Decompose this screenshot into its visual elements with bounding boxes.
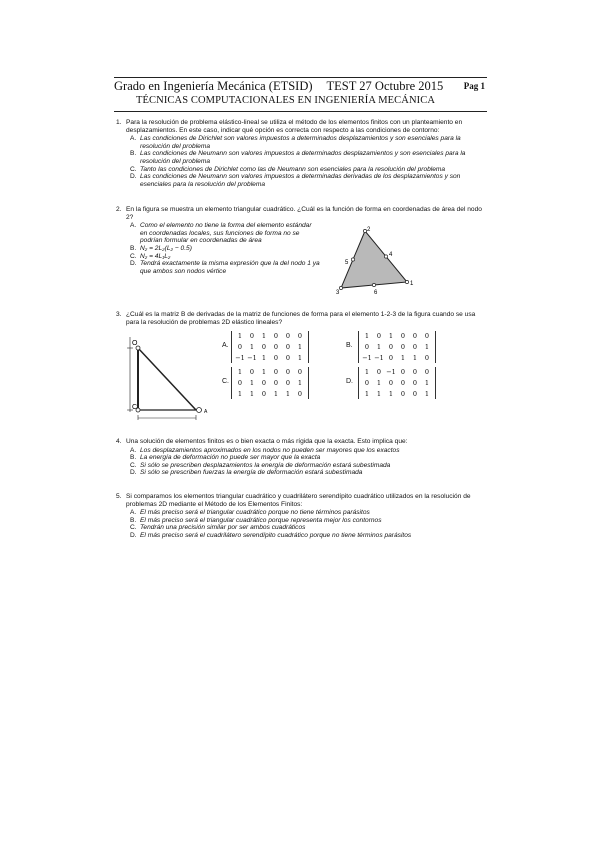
header-line-1: [114, 79, 443, 94]
test-date: 27 Octubre 2015: [359, 79, 444, 93]
matrix-cell: 0: [273, 332, 279, 340]
question-3: [116, 311, 484, 326]
matrix-cell: 1: [261, 332, 267, 340]
matrix-cell: 0: [237, 379, 243, 387]
matrix-cell: 0: [261, 379, 267, 387]
matrix-cell: 0: [285, 368, 291, 376]
matrix-cell: 0: [285, 332, 291, 340]
test-label: TEST: [326, 79, 357, 93]
matrix-cell: 0: [297, 390, 303, 398]
matrix-cell: −1: [235, 354, 245, 362]
matrix-cell: 1: [424, 379, 430, 387]
matrix-cell: 1: [297, 354, 303, 362]
matrix-cell: 1: [237, 390, 243, 398]
matrix-cell: 0: [261, 390, 267, 398]
option-a[interactable]: A. Los desplazamientos aproximados en los nodos no pueden ser mayores que los exactos: [130, 446, 400, 454]
question-text: Si comparamos los elementos triangular cuadrático y cuadrilátero serendípito cuadrático utilizados en la resolución de problemas 2D mediante el Método de los Elementos Finitos:: [126, 493, 471, 508]
vertex-label-c: C: [132, 404, 138, 411]
question-2: [116, 206, 484, 275]
vertex-label-o: O: [132, 340, 138, 347]
vertex-label-a: A: [204, 409, 208, 415]
matrix-cell: 0: [424, 368, 430, 376]
option-b[interactable]: B. N₂ = 2L₂(L₂ − 0.5): [130, 244, 192, 252]
option-a[interactable]: A. Las condiciones de Dirichlet son valores impuestos a determinados desplazamientos y son esenciales para la resolución del problema: [130, 135, 461, 150]
matrix-cell: 0: [412, 368, 418, 376]
node-label-2: 2: [367, 227, 371, 233]
matrix-cell: 1: [249, 390, 255, 398]
matrix-cell: 1: [388, 390, 394, 398]
matrix-cell: 0: [261, 343, 267, 351]
option-a[interactable]: A. Como el elemento no tiene la forma del elemento estándar en coordenadas locales, sus funciones de forma no se podrían formular en coordenadas de área: [130, 222, 312, 245]
matrix-cell: 1: [424, 343, 430, 351]
page-number: Pag 1: [463, 81, 485, 91]
matrix-cell: 0: [412, 332, 418, 340]
matrix-cell: 1: [400, 354, 406, 362]
matrix-cell: 0: [249, 332, 255, 340]
matrix-cell: 1: [285, 390, 291, 398]
option-d[interactable]: D. Si sólo se prescriben fuerzas la energía de deformación estará subestimada: [130, 469, 363, 477]
option-c[interactable]: C. Tanto las condiciones de Dirichlet como las de Neumann son esenciales para la resolución del problema: [130, 165, 446, 173]
matrix-cell: 1: [376, 343, 382, 351]
matrix-cell: 0: [273, 379, 279, 387]
matrix-cell: −1: [362, 354, 372, 362]
vertex-a-marker: [197, 408, 202, 413]
option-b[interactable]: B. Las condiciones de Neumann son valores impuestos a determinados desplazamientos y son esenciales para la resolución del problema: [130, 150, 466, 165]
matrix-cell: 0: [285, 343, 291, 351]
options-list: [130, 447, 484, 477]
question-text: Una solución de elementos finitos es o bien exacta o más rígida que la exacta. Esto implica que:: [126, 438, 408, 445]
matrix-cell: 1: [424, 390, 430, 398]
option-c[interactable]: C. N₂ = 4L₁L₂: [130, 252, 171, 260]
matrix-grid: [231, 331, 309, 363]
matrix-grid: [358, 367, 436, 399]
matrix-cell: 0: [424, 354, 430, 362]
matrix-cell: −1: [374, 354, 384, 362]
matrix-cell: 1: [261, 354, 267, 362]
exam-header: [114, 77, 487, 112]
node-label-6: 6: [374, 290, 378, 296]
matrix-cell: 0: [297, 368, 303, 376]
triangle-hypotenuse: [138, 348, 196, 410]
question-4: [116, 438, 484, 477]
options-list: [130, 222, 320, 275]
matrix-cell: −1: [247, 354, 257, 362]
subject-title: TÉCNICAS COMPUTACIONALES EN INGENIERÍA MECÁNICA: [136, 95, 436, 106]
matrix-cell: 0: [424, 332, 430, 340]
matrix-cell: 1: [412, 354, 418, 362]
matrix-grid: [358, 331, 436, 363]
matrix-cell: −1: [386, 368, 396, 376]
matrix-cell: 1: [364, 390, 370, 398]
options-list: [130, 509, 484, 539]
matrix-cell: 0: [400, 332, 406, 340]
question-text: En la figura se muestra un elemento triangular cuadrático. ¿Cuál es la función de forma en coordenadas de área del nodo 2?: [126, 206, 482, 221]
node-label-3: 3: [336, 290, 340, 296]
matrix-cell: 1: [297, 343, 303, 351]
matrix-cell: 0: [285, 354, 291, 362]
course-title: Grado en Ingeniería Mecánica (ETSID): [114, 79, 313, 93]
node-label-5: 5: [345, 260, 349, 266]
matrix-cell: 0: [297, 332, 303, 340]
node-1-marker: [405, 280, 408, 283]
option-c[interactable]: C. Tendrán una precisión similar por ser ambos cuadráticos: [130, 524, 306, 532]
matrix-cell: 0: [273, 368, 279, 376]
matrix-cell: 0: [388, 343, 394, 351]
matrix-cell: 0: [400, 343, 406, 351]
question-number: 4.: [116, 438, 122, 445]
node-6-marker: [372, 283, 375, 286]
question-number: 5.: [116, 493, 122, 500]
right-triangle-figure: [124, 334, 216, 420]
matrix-cell: 0: [364, 343, 370, 351]
matrix-cell: 0: [249, 368, 255, 376]
node-label-1: 1: [410, 281, 414, 287]
option-c[interactable]: C. Si sólo se prescriben desplazamientos la energía de deformación estará subestimada: [130, 461, 391, 469]
matrix-cell: 0: [285, 379, 291, 387]
matrix-cell: 0: [273, 343, 279, 351]
matrix-cell: 0: [376, 368, 382, 376]
matrix-cell: 1: [297, 379, 303, 387]
matrix-cell: 0: [412, 343, 418, 351]
matrix-cell: 1: [376, 390, 382, 398]
matrix-cell: 0: [376, 332, 382, 340]
option-d[interactable]: D. Tendrá exactamente la misma expresión que la del nodo 1 ya que ambos son nodos vértice: [130, 260, 320, 275]
node-5-marker: [351, 258, 354, 261]
matrix-cell: 0: [400, 368, 406, 376]
matrix-cell: 1: [364, 368, 370, 376]
question-text: Para la resolución de problema elástico-lineal se utiliza el método de los elementos finitos con un planteamiento en desplazamientos. En este caso, indicar qué opción es correcta con respecto a las condiciones de contorno:: [126, 119, 463, 134]
matrix-cell: 0: [364, 379, 370, 387]
option-d[interactable]: D. Las condiciones de Neumann son valores impuestos a determinadas derivadas de los desplazamientos y son esenciales para la resolución del problema: [130, 173, 461, 188]
matrix-cell: 0: [412, 379, 418, 387]
question-text: ¿Cuál es la matriz B de derivadas de la matriz de funciones de forma para el elemento 1-2-3 de la figura cuando se usa para la resolución de problemas 2D elástico lineales?: [126, 311, 476, 326]
matrix-cell: 1: [237, 368, 243, 376]
matrix-cell: 1: [273, 390, 279, 398]
matrix-cell: 0: [237, 343, 243, 351]
matrix-cell: 0: [388, 354, 394, 362]
option-b[interactable]: B. La energía de deformación no puede ser mayor que la exacta: [130, 454, 321, 462]
option-a[interactable]: A. El más preciso será el triangular cuadrático porque no tiene términos parásitos: [130, 509, 370, 517]
question-1: [116, 119, 484, 188]
matrix-cell: 0: [273, 354, 279, 362]
matrix-cell: 1: [249, 379, 255, 387]
options-list: [130, 135, 484, 188]
matrix-cell: 1: [388, 332, 394, 340]
question-5: [116, 493, 484, 540]
node-label-4: 4: [389, 252, 393, 258]
quadratic-triangle-figure: [336, 224, 416, 300]
matrix-cell: 0: [400, 390, 406, 398]
option-d[interactable]: D. El más preciso será el cuadrilátero serendípito cuadrático porque no tiene términos parásitos: [130, 531, 412, 539]
matrix-grid: [231, 367, 309, 399]
exam-page: Grado en Ingeniería Mecánica (ETSID) TEST 27 Octubre 2015 Pag 1 TÉCNICAS COMPUTACIONALES EN INGENIERÍA MECÁNICA 1. Para la resolución de problema elástico-lineal se utiliza el método de los elementos finitos con un planteamiento en desplazamientos. En este caso, indicar qué opción es correcta con respecto a las condiciones de contorno: A. Las condiciones de Dirichlet son valores impuestos a determinados desplazamientos y son esenciales para la resolución del problema B. Las condiciones de Neumann son valores impuestos a determinados desplazamientos y son esenciales para la resolución del problema C. Tanto las condiciones de Dirichlet como las de Neumann son esenciales para la resolución del problema D. Las condiciones de Neumann son valores impuestos a determinadas derivadas de los desplazamientos y son esenciales para la resolución del problema 2. En la figura se muestra un elemento triangular cuadrático. ¿Cuál es la función de forma en coordenadas de área del nodo 2? A. Como el elemento no tiene la forma del elemento estándar en coordenadas locales, sus funciones de forma no se podrían formular en coordenadas de área B. N₂ = 2L₂(L₂ − 0.5) C. N₂ = 4L₁L₂ D. Tendrá exactamente la misma expresión que la del nodo 1 ya que ambos son nodos vértice 2 4 5 1 3 6 3. ¿Cuál es la matriz B de derivadas de la matriz de funciones de forma para el elemento 1-2-3 de la figura cuando se usa para la resolución de problemas 2D elástico lineales? O C A A. 1 0 1 0 0 0 0 1 0 0 0 1 −1 −1 1 0 0 1 B. 1 0 1 0 0 0 0 1 0 0 0 1 −1 −1 0 1 1 0 C. 1 0 1 0 0 0 0 1 0 0 0 1 1 1 0 1 1 0 D. 1 0 −1 0 0 0 0 1 0 0 0 1 1 1 1 0 0 1 4. Una solución de elementos finitos es o bien exacta o más rígida que la exacta. Esto implica que: A. Los desplazamientos aproximados en los nodos no pueden ser mayores que los exactos B. La energía de deformación no puede ser mayor que la exacta C. Si sólo se prescriben desplazamientos la energía de deformación estará subestimada D. Si sólo se prescriben fuerzas la energía de deformación estará subestimada 5. Si comparamos los elementos triangular cuadrático y cuadrilátero serendípito cuadrático utilizados en la resolución de problemas 2D mediante el Método de los Elementos Finitos: A. El más preciso será el triangular cuadrático porque no tiene términos parásitos B. El más preciso será el triangular cuadrático porque representa mejor los contornos C. Tendrán una precisión similar por ser ambos cuadráticos D. El más preciso será el cuadrilátero serendípito cuadrático porque no tiene términos parásitos: [114, 79, 485, 539]
matrix-cell: 1: [364, 332, 370, 340]
question-number: 3.: [116, 311, 122, 318]
matrix-cell: 1: [249, 343, 255, 351]
node-4-marker: [384, 255, 387, 258]
matrix-cell: 1: [376, 379, 382, 387]
matrix-cell: 1: [261, 368, 267, 376]
matrix-cell: 0: [400, 379, 406, 387]
question-number: 1.: [116, 119, 122, 126]
triangle-element: [341, 231, 407, 288]
matrix-cell: 1: [237, 332, 243, 340]
option-b[interactable]: B. El más preciso será el triangular cuadrático porque representa mejor los contornos: [130, 516, 382, 524]
matrix-cell: 0: [412, 390, 418, 398]
matrix-cell: 0: [388, 379, 394, 387]
node-3-marker: [339, 286, 342, 289]
question-number: 2.: [116, 206, 122, 213]
